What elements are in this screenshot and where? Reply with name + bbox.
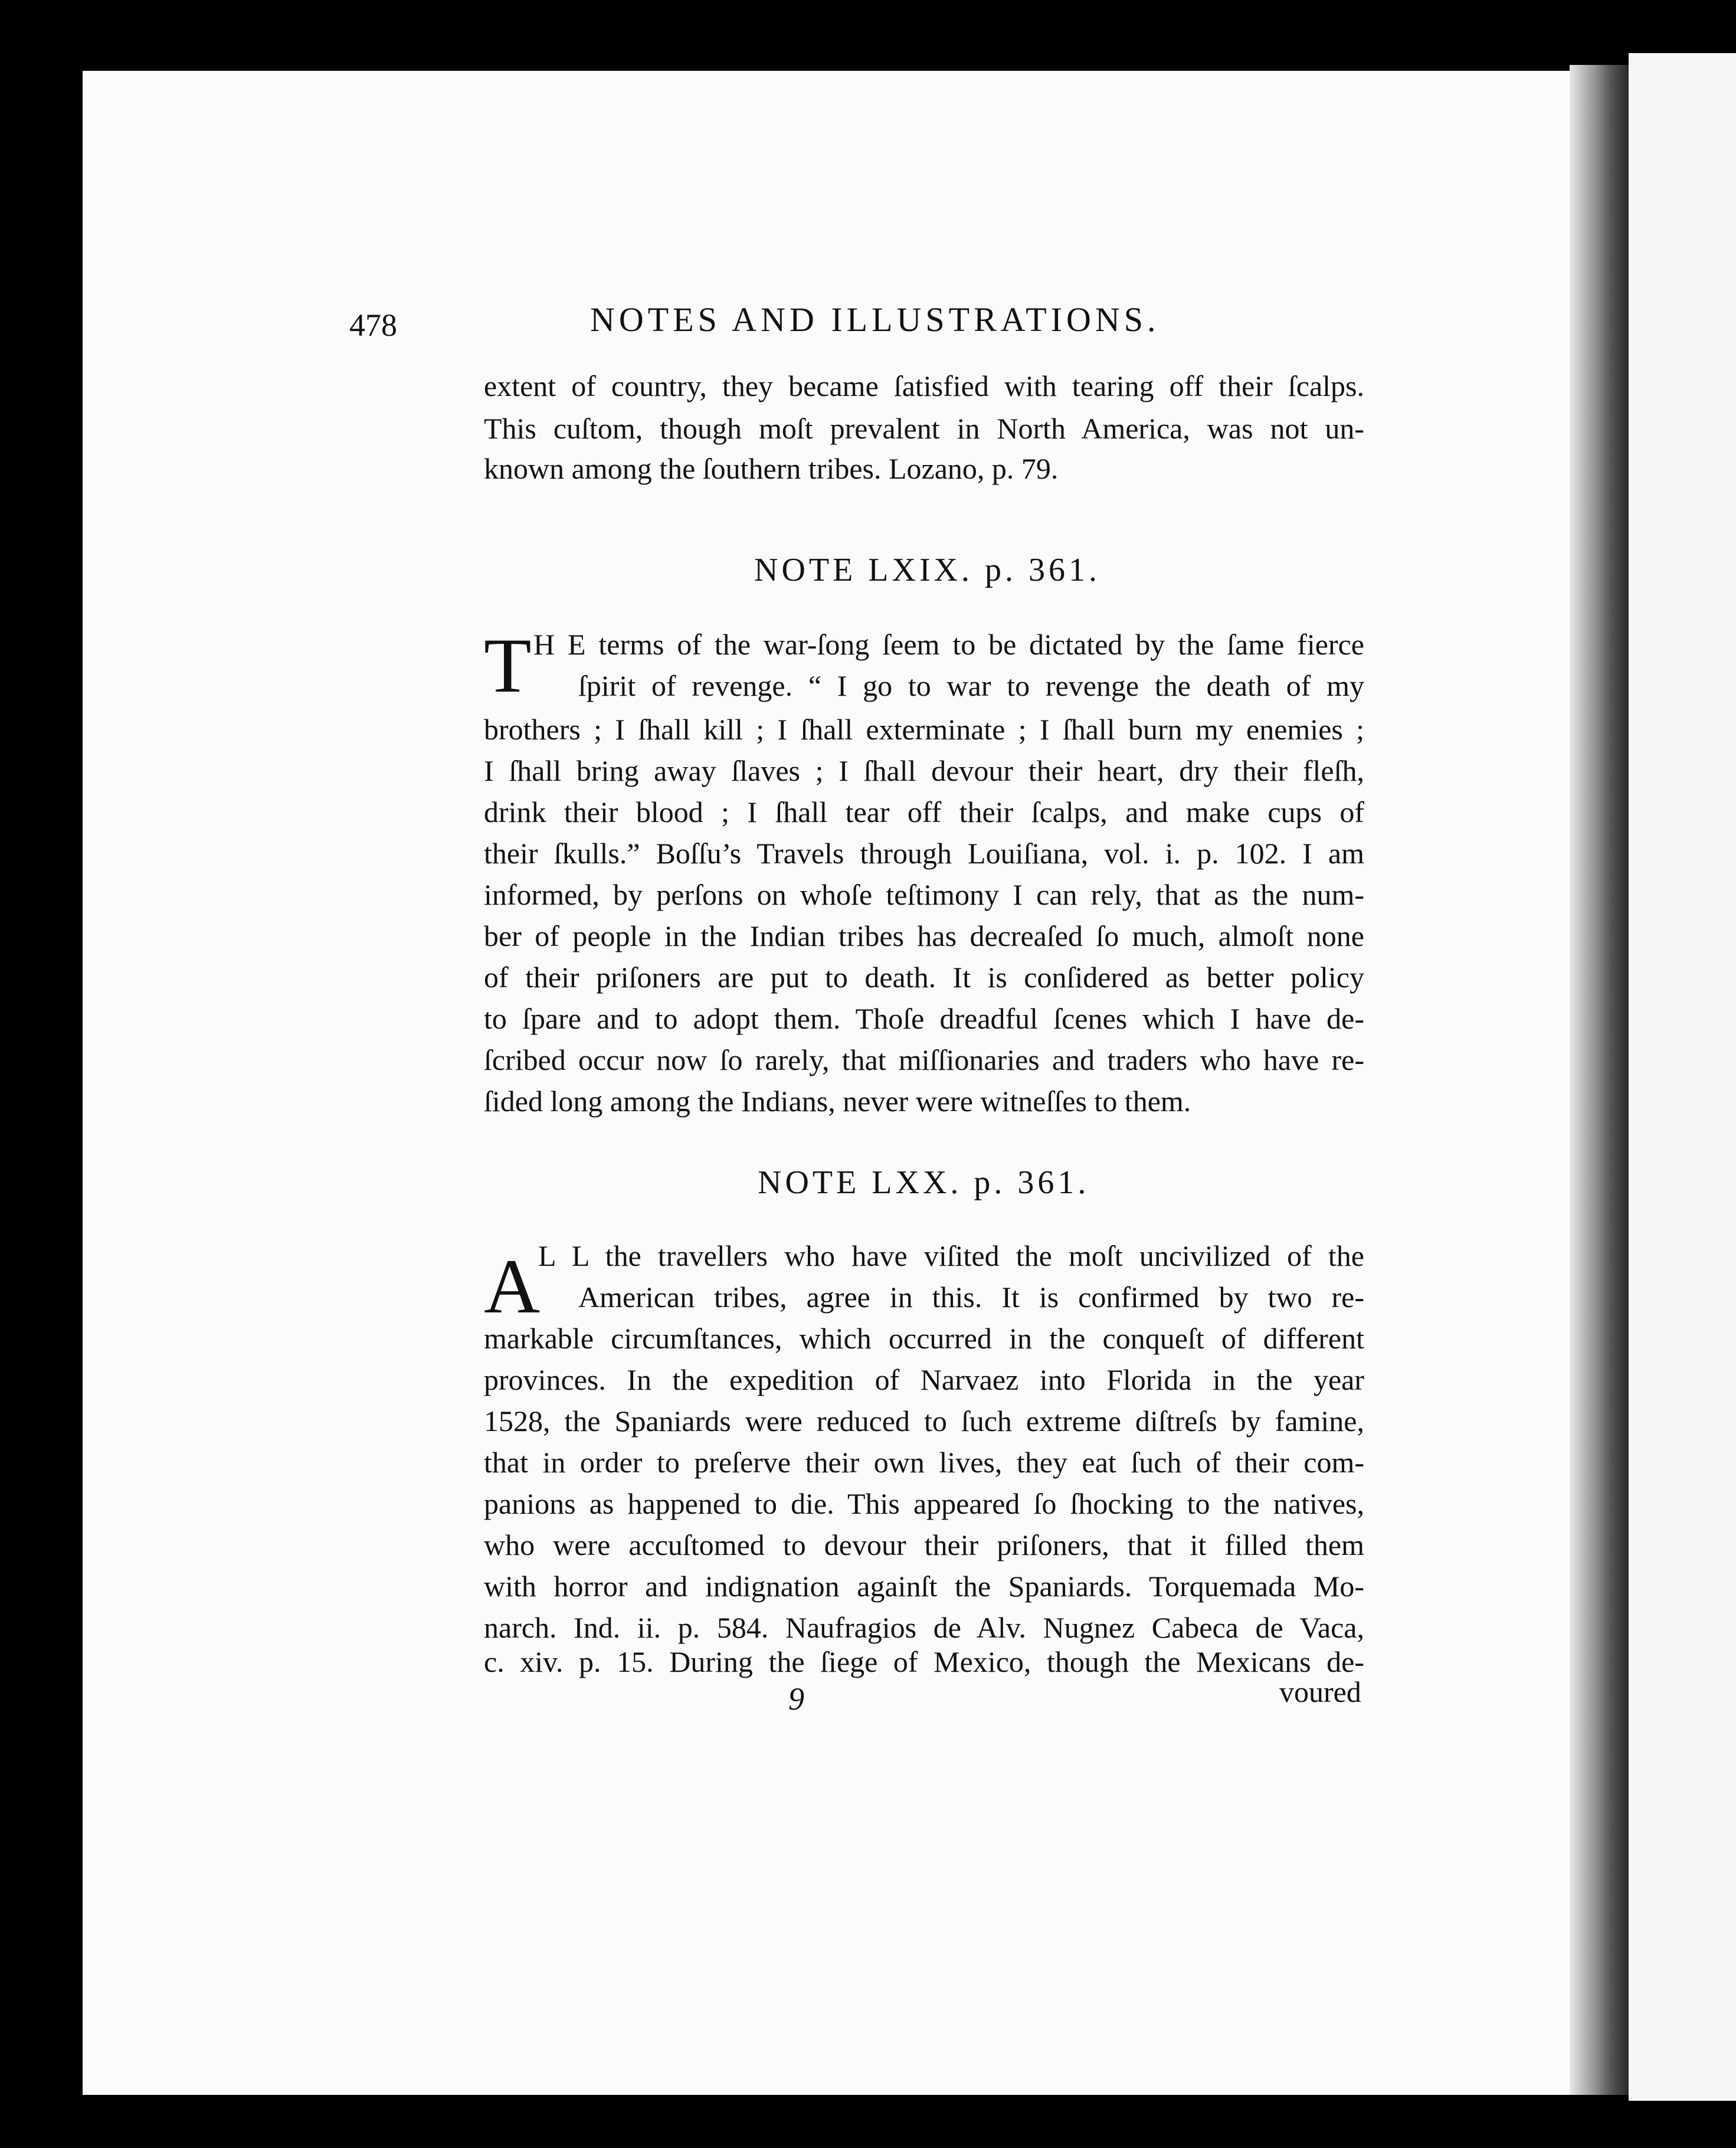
text-line: narch. Ind. ii. p. 584. Naufragios de Alv. Nugnez Cabeca de Vaca, <box>484 1611 1364 1644</box>
text-line: informed, by perſons on whoſe teſtimony I can rely, that as the num- <box>484 878 1364 911</box>
note-heading: NOTE LXIX. p. 361. <box>754 552 1101 588</box>
book-gutter <box>1570 65 1629 2095</box>
text-line: drink their blood ; I ſhall tear off their ſcalps, and make cups of <box>484 795 1364 829</box>
note-heading: NOTE LXX. p. 361. <box>758 1164 1090 1201</box>
text-line: extent of country, they became ſatisfied with tearing off their ſcalps. <box>484 369 1364 402</box>
text-line: c. xiv. p. 15. During the ſiege of Mexico, though the Mexicans de- <box>484 1645 1364 1678</box>
text-line: of their priſoners are put to death. It is conſidered as better policy <box>484 961 1364 994</box>
text-line: ſided long among the Indians, never were witneſſes to them. <box>484 1085 1191 1118</box>
running-head: NOTES AND ILLUSTRATIONS. <box>590 300 1160 339</box>
text-line: I ſhall bring away ſlaves ; I ſhall devour their heart, dry their fleſh, <box>484 754 1364 787</box>
text-line: This cuſtom, though moſt prevalent in North America, was not un- <box>484 412 1364 445</box>
signature-mark: 9 <box>788 1681 804 1717</box>
text-line: American tribes, agree in this. It is confirmed by two re- <box>578 1281 1364 1314</box>
text-line: ſpirit of revenge. “ I go to war to revenge the death of my <box>578 669 1364 702</box>
text-line: their ſkulls.” Boſſu’s Travels through Louiſiana, vol. i. p. 102. I am <box>484 837 1364 870</box>
text-line: ſcribed occur now ſo rarely, that miſſionaries and traders who have re- <box>484 1043 1364 1076</box>
text-line: brothers ; I ſhall kill ; I ſhall exterminate ; I ſhall burn my enemies ; <box>484 713 1364 746</box>
text-line: ber of people in the Indian tribes has decreaſed ſo much, almoſt none <box>484 919 1364 952</box>
text-line: provinces. In the expedition of Narvaez into Florida in the year <box>484 1363 1364 1396</box>
page-number: 478 <box>349 307 397 343</box>
text-line: L L the travellers who have viſited the moſt uncivilized of the <box>538 1239 1364 1272</box>
facing-page-edge <box>1629 53 1736 2101</box>
text-line: who were accuſtomed to devour their priſoners, that it filled them <box>484 1528 1364 1561</box>
text-line: 1528, the Spaniards were reduced to ſuch extreme diſtreſs by famine, <box>484 1404 1364 1438</box>
text-line: panions as happened to die. This appeared ſo ſhocking to the natives, <box>484 1487 1364 1520</box>
text-line: that in order to preſerve their own lives, they eat ſuch of their com- <box>484 1446 1364 1479</box>
drop-cap: A <box>484 1243 541 1330</box>
text-line: markable circumſtances, which occurred in the conqueſt of different <box>484 1322 1364 1355</box>
text-line: H E terms of the war-ſong ſeem to be dictated by the ſame fierce <box>533 628 1364 661</box>
text-line: with horror and indignation againſt the Spaniards. Torquemada Mo- <box>484 1570 1364 1603</box>
catchword: voured <box>1279 1675 1361 1708</box>
drop-cap: T <box>484 622 532 709</box>
text-line: to ſpare and to adopt them. Thoſe dreadful ſcenes which I have de- <box>484 1002 1364 1035</box>
text-line: known among the ſouthern tribes. Lozano, p. 79. <box>484 452 1059 485</box>
